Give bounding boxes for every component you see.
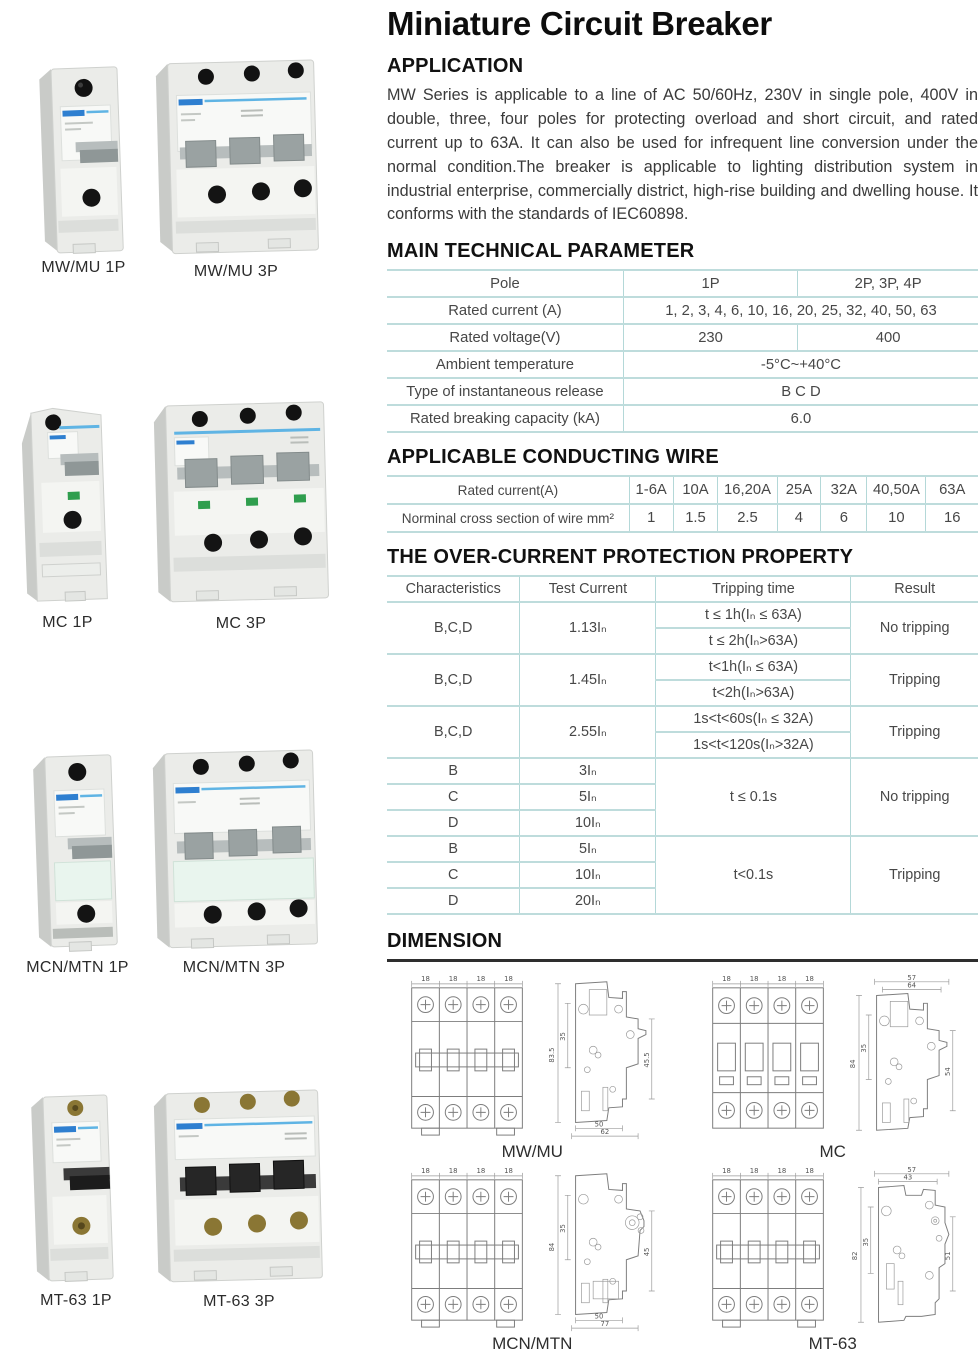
svg-text:18: 18 (476, 975, 486, 984)
ocp-header-cell: Result (851, 576, 978, 602)
param-value-cell: 6.0 (623, 405, 978, 432)
product-photo-mcnmtn-3p (143, 740, 325, 956)
ocp-header-cell: Characteristics (387, 576, 520, 602)
table-row (387, 270, 978, 297)
wire-heading: APPLICABLE CONDUCTING WIRE (387, 446, 719, 469)
ocp-header-cell: Test Current (520, 576, 656, 602)
svg-text:18: 18 (749, 1167, 759, 1176)
product-label: MC 1P (42, 614, 93, 631)
table-row (387, 602, 978, 628)
product-photo-mwmu-3p (146, 50, 326, 260)
ocp-cell: B,C,D (387, 654, 520, 706)
ocp-cell: 10Iₙ (520, 810, 656, 836)
product-photo-mc-3p (146, 390, 336, 612)
ocp-cell: No tripping (851, 602, 978, 654)
ocp-cell: D (387, 888, 520, 914)
ocp-cell: B (387, 836, 520, 862)
svg-text:35: 35 (559, 1032, 568, 1042)
ocp-cell: t<1h(Iₙ ≤ 63A) (656, 654, 851, 680)
svg-text:35: 35 (859, 1044, 868, 1053)
wire-label-cell: Rated current(A) (387, 476, 629, 504)
dimension-label: MT-63 (808, 1334, 857, 1354)
dimension-drawing-mt63-front (706, 1166, 834, 1334)
main-parameter-table (387, 269, 978, 433)
ocp-table (387, 575, 978, 915)
product-figure-mt63-3p (146, 1080, 332, 1311)
svg-text:45.5: 45.5 (643, 1052, 652, 1068)
svg-text:84: 84 (548, 1242, 557, 1252)
product-label: MT-63 3P (203, 1293, 275, 1310)
product-figure-mcnmtn-1p (20, 744, 135, 977)
product-label: MC 3P (215, 615, 267, 632)
ocp-cell: B,C,D (387, 706, 520, 758)
table-row (387, 405, 978, 432)
ocp-cell: 1s<t<60s(Iₙ ≤ 32A) (656, 706, 851, 732)
main-parameter-heading: MAIN TECHNICAL PARAMETER (387, 240, 695, 263)
ocp-cell: t ≤ 2h(Iₙ>63A) (656, 628, 851, 654)
wire-value-cell: 40,50A (867, 476, 926, 504)
param-label-cell: Type of instantaneous release (387, 378, 623, 405)
table-row (387, 351, 978, 378)
product-figure-mwmu-1p (26, 56, 141, 277)
ocp-cell: C (387, 784, 520, 810)
param-label-cell: Rated breaking capacity (kA) (387, 405, 623, 432)
table-row (387, 324, 978, 351)
ocp-cell: D (387, 810, 520, 836)
content-column (387, 0, 978, 1356)
param-label-cell: Ambient temperature (387, 351, 623, 378)
svg-text:18: 18 (777, 975, 787, 984)
svg-text:18: 18 (777, 1167, 787, 1176)
ocp-cell: Tripping (851, 706, 978, 758)
wire-value-cell: 63A (926, 476, 978, 504)
ocp-cell: B,C,D (387, 602, 520, 654)
wire-value-cell: 2.5 (718, 504, 777, 532)
dimension-mcnmtn (387, 1166, 678, 1354)
table-row (387, 758, 978, 784)
param-value-cell: 230 (623, 324, 797, 351)
ocp-header-cell: Tripping time (656, 576, 851, 602)
table-row (387, 576, 978, 602)
wire-value-cell: 10A (673, 476, 718, 504)
svg-text:18: 18 (804, 1167, 814, 1176)
dimension-label: MW/MU (501, 1142, 563, 1162)
application-text: MW Series is applicable to a line of AC 50/60Hz, 230V in single pole, 400V in double, three, four poles for protecting overload and short circuit, and rated current up to 63A. It can also be used for infrequent line conversion under the normal condition.The breaker is applicable to lighting distribution system in industrial enterprise, commercially district, high-rise building and dwelling house. It conforms with the standards of IEC60898. (387, 86, 978, 224)
ocp-cell: t ≤ 0.1s (656, 758, 851, 836)
ocp-cell: No tripping (851, 758, 978, 836)
dimension-label: MC (819, 1142, 846, 1162)
ocp-heading: THE OVER-CURRENT PROTECTION PROPERTY (387, 546, 854, 569)
param-value-cell: -5°C~+40°C (623, 351, 978, 378)
product-figure-mc-1p (10, 396, 125, 632)
svg-text:51: 51 (943, 1251, 952, 1261)
param-value-cell: B C D (623, 378, 978, 405)
dimension-mt63 (688, 1166, 979, 1354)
ocp-cell: t ≤ 1h(Iₙ ≤ 63A) (656, 602, 851, 628)
wire-value-cell: 16 (926, 504, 978, 532)
dimension-mc (688, 974, 979, 1162)
wire-value-cell: 4 (777, 504, 821, 532)
product-photo-mt63-3p (146, 1080, 332, 1290)
dimension-drawing-mwmu-side (541, 974, 659, 1142)
dimension-drawing-mc-front (706, 974, 834, 1142)
product-photo-mcnmtn-1p (20, 744, 135, 956)
svg-text:18: 18 (749, 975, 759, 984)
svg-text:18: 18 (476, 1167, 486, 1176)
dimension-drawing-mc-side (842, 974, 960, 1142)
product-photo-mwmu-1p (26, 56, 141, 256)
wire-value-cell: 16,20A (718, 476, 777, 504)
table-row (387, 836, 978, 862)
dimension-heading: DIMENSION (387, 930, 978, 962)
svg-text:35: 35 (861, 1238, 870, 1247)
svg-text:77: 77 (600, 1320, 610, 1329)
ocp-cell: t<2h(Iₙ>63A) (656, 680, 851, 706)
product-figure-mwmu-3p (146, 50, 326, 281)
wire-table (387, 475, 978, 533)
param-label-cell: Rated current (A) (387, 297, 623, 324)
ocp-cell: 1s<t<120s(Iₙ>32A) (656, 732, 851, 758)
wire-label-cell: Norminal cross section of wire mm² (387, 504, 629, 532)
svg-text:84: 84 (848, 1059, 857, 1069)
wire-value-cell: 6 (821, 504, 867, 532)
wire-value-cell: 1-6A (629, 476, 673, 504)
svg-text:18: 18 (421, 975, 431, 984)
svg-text:18: 18 (504, 975, 514, 984)
svg-text:35: 35 (559, 1224, 568, 1234)
ocp-cell: Tripping (851, 836, 978, 914)
svg-text:18: 18 (721, 975, 731, 984)
table-row (387, 706, 978, 732)
product-figure-mcnmtn-3p (143, 740, 325, 977)
param-label-cell: Pole (387, 270, 623, 297)
svg-text:18: 18 (804, 975, 814, 984)
svg-text:18: 18 (449, 1167, 458, 1176)
product-photo-mt63-1p (20, 1084, 132, 1289)
ocp-cell: Tripping (851, 654, 978, 706)
product-label: MCN/MTN 3P (182, 959, 286, 976)
product-label: MT-63 1P (40, 1292, 112, 1309)
product-label: MCN/MTN 1P (26, 959, 129, 976)
svg-text:43: 43 (903, 1173, 912, 1182)
param-value-cell: 2P, 3P, 4P (798, 270, 978, 297)
svg-text:45: 45 (643, 1247, 652, 1257)
svg-text:82: 82 (850, 1251, 859, 1261)
svg-text:18: 18 (721, 1167, 731, 1176)
svg-text:18: 18 (421, 1167, 431, 1176)
ocp-cell: 5Iₙ (520, 836, 656, 862)
dimension-drawing-mcnmtn-front (405, 1166, 533, 1334)
product-label: MW/MU 3P (193, 263, 279, 280)
param-value-cell: 400 (798, 324, 978, 351)
ocp-cell: 2.55Iₙ (520, 706, 656, 758)
param-value-cell: 1, 2, 3, 4, 6, 10, 16, 20, 25, 32, 40, 50, 63 (623, 297, 978, 324)
product-label: MW/MU 1P (41, 259, 126, 276)
ocp-cell: 1.13Iₙ (520, 602, 656, 654)
dimension-drawing-mt63-side (842, 1166, 960, 1334)
ocp-cell: C (387, 862, 520, 888)
wire-value-cell: 32A (821, 476, 867, 504)
param-value-cell: 1P (623, 270, 797, 297)
dimension-drawing-mwmu-front (405, 974, 533, 1142)
table-row (387, 476, 978, 504)
svg-text:57: 57 (907, 1166, 916, 1175)
wire-value-cell: 10 (867, 504, 926, 532)
table-row (387, 297, 978, 324)
ocp-cell: 1.45Iₙ (520, 654, 656, 706)
product-photo-mc-1p (10, 396, 125, 611)
svg-text:64: 64 (907, 981, 916, 990)
wire-value-cell: 25A (777, 476, 821, 504)
wire-value-cell: 1 (629, 504, 673, 532)
page-title: Miniature Circuit Breaker (387, 5, 772, 42)
svg-text:62: 62 (600, 1128, 610, 1137)
dimension-drawing-mcnmtn-side (541, 1166, 659, 1334)
product-figure-mc-3p (146, 390, 336, 633)
dimension-grid (387, 974, 978, 1354)
table-row (387, 378, 978, 405)
svg-text:54: 54 (943, 1067, 952, 1077)
svg-text:18: 18 (504, 1167, 514, 1176)
svg-text:50: 50 (594, 1312, 604, 1321)
product-figure-mt63-1p (20, 1084, 132, 1310)
dimension-mwmu (387, 974, 678, 1162)
svg-text:57: 57 (907, 974, 916, 983)
svg-text:83.5: 83.5 (548, 1047, 557, 1063)
ocp-cell: t<0.1s (656, 836, 851, 914)
param-label-cell: Rated voltage(V) (387, 324, 623, 351)
ocp-cell: B (387, 758, 520, 784)
ocp-cell: 5Iₙ (520, 784, 656, 810)
svg-text:50: 50 (594, 1120, 604, 1129)
ocp-cell: 3Iₙ (520, 758, 656, 784)
wire-value-cell: 1.5 (673, 504, 718, 532)
dimension-label: MCN/MTN (492, 1334, 573, 1354)
svg-text:18: 18 (449, 975, 458, 984)
table-row (387, 654, 978, 680)
application-heading: APPLICATION (387, 55, 524, 78)
table-row (387, 504, 978, 532)
ocp-cell: 10Iₙ (520, 862, 656, 888)
ocp-cell: 20Iₙ (520, 888, 656, 914)
